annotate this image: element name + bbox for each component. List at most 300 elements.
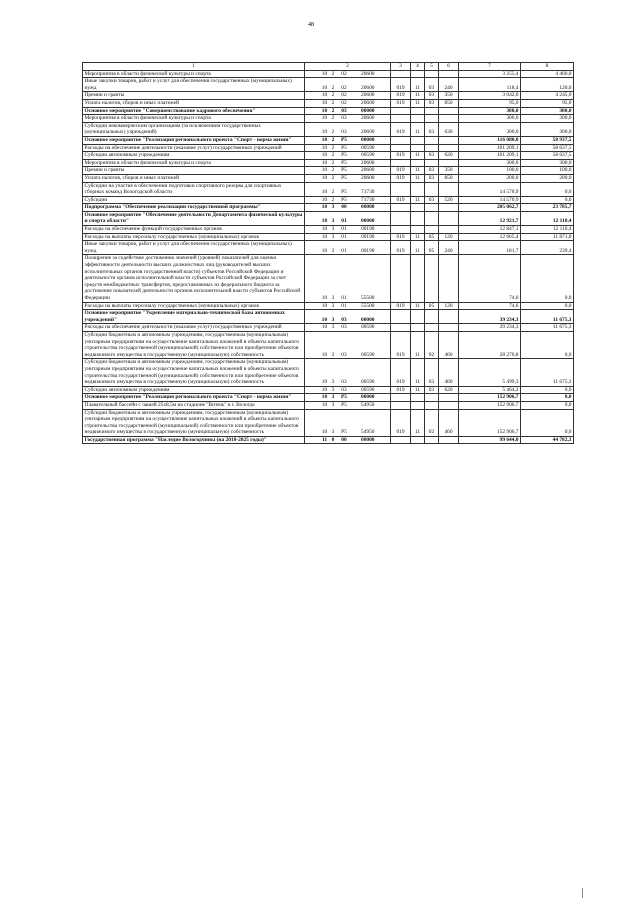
row-col6 — [439, 436, 459, 444]
row-col5: 03 — [425, 174, 439, 182]
row-col4 — [411, 115, 425, 123]
row-code — [305, 255, 391, 302]
code-part: 10 — [321, 174, 328, 181]
code-part: 3 — [331, 204, 335, 211]
row-col6: 350 — [439, 92, 459, 100]
row-col5 — [425, 436, 439, 444]
code-part: 00000 — [361, 218, 375, 225]
row-value-col8: 11 675,3 — [521, 310, 574, 324]
row-value-col7: 100,0 — [459, 167, 521, 175]
row-code — [305, 159, 391, 167]
code-part: 2 — [331, 174, 335, 181]
code-part: P5 — [341, 167, 347, 174]
code-part: 2 — [331, 167, 335, 174]
row-value-col8: 0,0 — [521, 196, 574, 204]
code-part: 10 — [321, 159, 328, 166]
row-value-col8: 11 675,3 — [521, 324, 574, 332]
row-value-col8: 12 110,4 — [521, 211, 574, 225]
row-value-col8: 300,0 — [521, 107, 574, 115]
row-col5 — [425, 226, 439, 234]
row-name: Иные закупки товаров, работ и услуг для обеспечения государственных (муниципальных) нужд — [83, 241, 305, 255]
row-col3 — [391, 182, 411, 196]
row-name: Субсидии — [83, 196, 305, 204]
row-col6 — [439, 255, 459, 302]
row-code — [305, 324, 391, 332]
code-part: 01 — [341, 218, 347, 225]
row-col3 — [391, 159, 411, 167]
row-col3: 019 — [391, 92, 411, 100]
row-col3: 019 — [391, 302, 411, 310]
code-part: P5 — [341, 144, 347, 151]
code-part: 2 — [331, 129, 335, 136]
row-col5 — [425, 401, 439, 409]
row-col3 — [391, 204, 411, 212]
row-code — [305, 226, 391, 234]
row-col3 — [391, 115, 411, 123]
code-part: 2 — [331, 70, 335, 77]
code-part: 3 — [331, 351, 335, 358]
row-name: Основное мероприятие "Укрепление материально-технической базы автономных учреждений" — [83, 310, 305, 324]
row-value-col7: 39 234,3 — [459, 324, 521, 332]
code-part: 54950 — [361, 401, 375, 408]
row-name: Субсидии бюджетным и автономным учреждениям, государственным (муниципальным) унитарным предприятиям на осуществление капитальных вложений в объекты капитального строительства государственной (муниципальной) собственности или приобретение объектов недвижимого имущества в государственную (муниципальную) собственность — [83, 331, 305, 358]
row-col5: 02 — [425, 331, 439, 358]
table-row — [83, 211, 574, 225]
code-part: 02 — [341, 92, 347, 99]
header-cell: 3 — [391, 63, 411, 71]
header-cell: 5 — [425, 63, 439, 71]
code-part: 3 — [331, 302, 335, 309]
row-name: Уплата налогов, сборов и иных платежей — [83, 99, 305, 107]
row-col4 — [411, 211, 425, 225]
code-part: P5 — [341, 189, 347, 196]
code-part: 54950 — [361, 429, 375, 436]
table-row — [83, 331, 574, 358]
row-code — [305, 359, 391, 386]
row-col4: 11 — [411, 359, 425, 386]
row-col5: 05 — [425, 233, 439, 241]
row-value-col8: 100,0 — [521, 167, 574, 175]
row-value-col7: 152 906,7 — [459, 394, 521, 402]
row-col4: 11 — [411, 233, 425, 241]
code-part: 00590 — [361, 351, 375, 358]
row-col6 — [439, 182, 459, 196]
code-part: 2 — [331, 92, 335, 99]
row-col4: 11 — [411, 196, 425, 204]
code-part: 10 — [321, 189, 328, 196]
code-part: 10 — [321, 144, 328, 151]
row-col6 — [439, 107, 459, 115]
row-name: Расходы на выплаты персоналу государственных (муниципальных) органов — [83, 233, 305, 241]
row-code — [305, 70, 391, 78]
code-part: P5 — [341, 429, 347, 436]
edge-mark — [582, 888, 583, 898]
row-col5: 03 — [425, 78, 439, 92]
row-col4: 11 — [411, 409, 425, 436]
code-part: 10 — [321, 247, 328, 254]
row-name: Основное мероприятие "Совершенствование кадрового обеспечения" — [83, 107, 305, 115]
row-col3 — [391, 211, 411, 225]
code-part: 10 — [321, 386, 328, 393]
row-code — [305, 409, 391, 436]
row-name: Основное мероприятие "Реализация регионального проекта "Спорт - норма жизни" — [83, 136, 305, 144]
row-value-col8: 300,0 — [521, 122, 574, 136]
row-value-col8: 0,0 — [521, 255, 574, 302]
row-name: Премии и гранты — [83, 92, 305, 100]
row-code — [305, 78, 391, 92]
row-name: Уплата налогов, сборов и иных платежей — [83, 174, 305, 182]
row-col5: 03 — [425, 196, 439, 204]
row-name: Субсидии на участие в обеспечении подготовки спортивного резерва для спортивных сборных команд Вологодской области — [83, 182, 305, 196]
row-col4: 11 — [411, 302, 425, 310]
table-row — [83, 359, 574, 386]
row-value-col7: 39 234,3 — [459, 310, 521, 324]
row-col3: 019 — [391, 359, 411, 386]
row-name: Основное мероприятие "Реализация регионального проекта "Спорт - норма жизни" — [83, 394, 305, 402]
code-part: 00 — [341, 204, 347, 211]
code-part: 3 — [331, 247, 335, 254]
row-col5: 03 — [425, 167, 439, 175]
code-part: 2 — [331, 99, 335, 106]
row-name: Мероприятия в области физической культуры и спорта — [83, 115, 305, 123]
row-value-col7: 300,0 — [459, 159, 521, 167]
row-col3 — [391, 394, 411, 402]
code-part: 00590 — [361, 144, 375, 151]
code-part: 10 — [321, 394, 328, 401]
code-part: 10 — [321, 295, 328, 301]
code-part: 3 — [331, 218, 335, 225]
budget-table — [82, 62, 574, 444]
table-row — [83, 302, 574, 310]
row-value-col8: 58 937,5 — [521, 136, 574, 144]
table-row — [83, 159, 574, 167]
code-part: 3 — [331, 295, 335, 301]
row-col5 — [425, 107, 439, 115]
row-code — [305, 386, 391, 394]
row-col4: 11 — [411, 174, 425, 182]
code-part: 71730 — [361, 196, 375, 203]
row-name: Мероприятия в области физической культуры и спорта — [83, 70, 305, 78]
row-value-col8: 11 675,3 — [521, 359, 574, 386]
row-col6 — [439, 310, 459, 324]
row-code — [305, 302, 391, 310]
code-part: 10 — [321, 136, 328, 143]
table-row — [83, 196, 574, 204]
row-code — [305, 144, 391, 152]
code-part: 10 — [321, 379, 328, 386]
row-col5: 03 — [425, 92, 439, 100]
row-col3 — [391, 310, 411, 324]
table-row — [83, 233, 574, 241]
row-col5 — [425, 159, 439, 167]
code-part: 00590 — [361, 379, 375, 386]
row-col5 — [425, 182, 439, 196]
row-value-col7: 200,0 — [459, 174, 521, 182]
row-col5 — [425, 70, 439, 78]
row-value-col7: 99 644,0 — [459, 436, 521, 444]
row-value-col8: 200,0 — [521, 174, 574, 182]
table-row — [83, 115, 574, 123]
code-part: 3 — [331, 324, 335, 331]
row-col5 — [425, 255, 439, 302]
code-part: 10 — [321, 92, 328, 99]
row-col6 — [439, 159, 459, 167]
table-row — [83, 409, 574, 436]
code-part: 00190 — [361, 226, 375, 233]
header-cell: 8 — [521, 63, 574, 71]
row-col5 — [425, 394, 439, 402]
row-col5: 03 — [425, 99, 439, 107]
row-col5 — [425, 144, 439, 152]
row-name: Премии и гранты — [83, 167, 305, 175]
code-part: 01 — [341, 247, 347, 254]
table-row — [83, 394, 574, 402]
table-row — [83, 324, 574, 332]
table-body — [83, 70, 574, 444]
row-col4: 11 — [411, 167, 425, 175]
code-part: 00190 — [361, 247, 375, 254]
row-value-col7: 14 570,9 — [459, 196, 521, 204]
code-part: 03 — [341, 316, 347, 323]
row-value-col7: 300,0 — [459, 115, 521, 123]
row-value-col7: 181,7 — [459, 241, 521, 255]
table-row — [83, 78, 574, 92]
row-col4 — [411, 159, 425, 167]
row-col6: 520 — [439, 196, 459, 204]
code-part: 3 — [331, 233, 335, 240]
row-col5: 03 — [425, 122, 439, 136]
row-value-col8: 58 637,5 — [521, 144, 574, 152]
row-col4 — [411, 70, 425, 78]
code-part: 00000 — [361, 436, 375, 443]
row-name: Расходы на обеспечение деятельности (оказание услуг) государственных учреждений — [83, 324, 305, 332]
row-name: Субсидии бюджетным и автономным учреждениям, государственным (муниципальным) унитарным предприятиям на осуществление капитальных вложений в объекты капитального строительства государственной (муниципальной) собственности или приобретение объектов недвижимого имущества в государственную (муниципальную) собственность — [83, 359, 305, 386]
row-code — [305, 196, 391, 204]
table-row — [83, 99, 574, 107]
table-row — [83, 122, 574, 136]
code-part: 00000 — [361, 316, 375, 323]
row-value-col8: 300,0 — [521, 159, 574, 167]
code-part: 2 — [331, 144, 335, 151]
row-col5 — [425, 324, 439, 332]
row-col4: 11 — [411, 386, 425, 394]
row-code — [305, 436, 391, 444]
code-part: P5 — [341, 394, 347, 401]
row-col3 — [391, 107, 411, 115]
row-col4: 11 — [411, 152, 425, 160]
row-value-col7: 101 209,1 — [459, 144, 521, 152]
page-number: 48 — [308, 22, 314, 28]
row-value-col8: 58 637,5 — [521, 152, 574, 160]
row-code — [305, 122, 391, 136]
header-cell: 1 — [83, 63, 305, 71]
code-part: 3 — [331, 226, 335, 233]
row-col4 — [411, 324, 425, 332]
code-part: 10 — [321, 167, 328, 174]
row-name: Расходы на обеспечение функций государственных органов — [83, 226, 305, 234]
table-row — [83, 92, 574, 100]
row-value-col8: 4 460,0 — [521, 70, 574, 78]
header-cell: 2 — [305, 63, 391, 71]
code-part: 2 — [331, 196, 335, 203]
code-part: 10 — [321, 316, 328, 323]
row-col3 — [391, 70, 411, 78]
table-row — [83, 136, 574, 144]
row-name: Субсидии автономным учреждениям — [83, 152, 305, 160]
row-value-col8: 0,0 — [521, 394, 574, 402]
row-value-col7: 300,0 — [459, 122, 521, 136]
row-name: Поощрение за содействие достижению значений (уровней) показателей для оценки эффективности деятельности высших должностных лиц (руководителей высших исполнительных органов государственной власти) субъектов Российской Федерации и деятельности органов исполнительной власти субъектов Российской Федерации за счет средств межбюджетных трансфертов, предоставляемых из федерального бюджета за достижение показателей деятельности органов исполнительной власти субъектов Российской Федерации — [83, 255, 305, 302]
row-col4 — [411, 136, 425, 144]
code-part: 3 — [331, 386, 335, 393]
row-value-col7: 12 665,4 — [459, 233, 521, 241]
code-part: 20600 — [361, 99, 375, 106]
row-name: Иные закупки товаров, работ и услуг для обеспечения государственных (муниципальных) нужд — [83, 78, 305, 92]
code-part: 00000 — [361, 136, 375, 143]
code-part: 10 — [321, 129, 328, 136]
row-value-col7: 101 209,1 — [459, 152, 521, 160]
code-part: 01 — [341, 302, 347, 309]
table-row — [83, 310, 574, 324]
row-col4 — [411, 107, 425, 115]
row-col6 — [439, 401, 459, 409]
code-part: 03 — [341, 379, 347, 386]
code-part: 55500 — [361, 302, 375, 309]
row-name: Мероприятия в области физической культуры и спорта — [83, 159, 305, 167]
code-part: 20600 — [361, 159, 375, 166]
row-value-col8: 120,0 — [521, 78, 574, 92]
row-col3: 019 — [391, 386, 411, 394]
row-col6 — [439, 144, 459, 152]
code-part: 10 — [321, 70, 328, 77]
table-row — [83, 70, 574, 78]
row-code — [305, 211, 391, 225]
code-part: P5 — [341, 152, 347, 159]
row-col3 — [391, 144, 411, 152]
code-part: 01 — [341, 233, 347, 240]
row-code — [305, 182, 391, 196]
row-col4 — [411, 226, 425, 234]
row-name: Плавательный бассейн с чашей 25х8,5м на стадионе "Витязь" в г. Вологде — [83, 401, 305, 409]
code-part: 10 — [321, 218, 328, 225]
row-value-col8: 11 871,0 — [521, 233, 574, 241]
code-part: 03 — [341, 324, 347, 331]
row-col6: 120 — [439, 302, 459, 310]
code-part: 2 — [331, 84, 335, 91]
row-col6 — [439, 204, 459, 212]
row-value-col8: 0,0 — [521, 302, 574, 310]
code-part: P5 — [341, 159, 347, 166]
row-col4: 11 — [411, 331, 425, 358]
row-value-col8: 0,0 — [521, 331, 574, 358]
row-code — [305, 310, 391, 324]
row-value-col8: 0,0 — [521, 386, 574, 394]
row-code — [305, 152, 391, 160]
row-col6: 240 — [439, 241, 459, 255]
row-value-col7: 300,0 — [459, 107, 521, 115]
row-col3: 019 — [391, 331, 411, 358]
code-part: 55500 — [361, 295, 375, 301]
code-part: P5 — [341, 174, 347, 181]
row-col5: 02 — [425, 409, 439, 436]
code-part: 20600 — [361, 84, 375, 91]
code-part: 2 — [331, 107, 335, 114]
table-header-row — [83, 63, 574, 71]
row-col5: 03 — [425, 386, 439, 394]
code-part: P5 — [341, 196, 347, 203]
row-value-col7: 95,0 — [459, 99, 521, 107]
code-part: 10 — [321, 302, 328, 309]
table-row — [83, 255, 574, 302]
row-col3 — [391, 401, 411, 409]
row-code — [305, 115, 391, 123]
row-value-col8: 44 782,3 — [521, 436, 574, 444]
row-code — [305, 99, 391, 107]
code-part: 02 — [341, 84, 347, 91]
row-value-col8: 4 245,0 — [521, 92, 574, 100]
row-value-col7: 74,6 — [459, 255, 521, 302]
row-name: Субсидии некоммерческим организациям (за исключением государственных (муниципальных) учреждений) — [83, 122, 305, 136]
row-col6 — [439, 211, 459, 225]
row-value-col7: 3 042,0 — [459, 92, 521, 100]
code-part: 10 — [321, 196, 328, 203]
row-col3: 019 — [391, 233, 411, 241]
row-col6: 850 — [439, 99, 459, 107]
code-part: 3 — [331, 429, 335, 436]
code-part: 20600 — [361, 129, 375, 136]
row-col3: 019 — [391, 409, 411, 436]
code-part: 00 — [341, 436, 347, 443]
row-value-col7: 12 921,7 — [459, 211, 521, 225]
code-part: 10 — [321, 107, 328, 114]
row-col6 — [439, 324, 459, 332]
code-part: 01 — [341, 226, 347, 233]
row-code — [305, 107, 391, 115]
row-col5: 05 — [425, 241, 439, 255]
row-name: Основное мероприятие "Обеспечение деятельности Департамента физической культуры и спорта области" — [83, 211, 305, 225]
code-part: 10 — [321, 115, 328, 122]
code-part: P5 — [341, 136, 347, 143]
code-part: 03 — [341, 107, 347, 114]
row-col5 — [425, 204, 439, 212]
table-row — [83, 436, 574, 444]
row-value-col8: 12 110,4 — [521, 226, 574, 234]
row-name: Подпрограмма "Обеспечение реализации государственной программы" — [83, 204, 305, 212]
table-row — [83, 107, 574, 115]
code-part: 0 — [331, 436, 335, 443]
table-row — [83, 174, 574, 182]
row-col4 — [411, 310, 425, 324]
row-value-col8: 23 785,7 — [521, 204, 574, 212]
row-col6: 460 — [439, 409, 459, 436]
row-name: Расходы на обеспечение деятельности (оказание услуг) государственных учреждений — [83, 144, 305, 152]
row-value-col8: 95,0 — [521, 99, 574, 107]
row-col5: 03 — [425, 152, 439, 160]
code-part: 10 — [321, 429, 328, 436]
row-col3: 019 — [391, 241, 411, 255]
code-part: 00000 — [361, 107, 375, 114]
row-value-col7: 12 847,1 — [459, 226, 521, 234]
row-value-col7: 5 464,2 — [459, 386, 521, 394]
row-value-col8: 0,0 — [521, 182, 574, 196]
row-col3: 019 — [391, 99, 411, 107]
row-col3: 019 — [391, 167, 411, 175]
row-value-col7: 152 906,7 — [459, 401, 521, 409]
row-col4: 11 — [411, 241, 425, 255]
row-col5: 03 — [425, 359, 439, 386]
code-part: 10 — [321, 351, 328, 358]
row-value-col8: 0,0 — [521, 401, 574, 409]
